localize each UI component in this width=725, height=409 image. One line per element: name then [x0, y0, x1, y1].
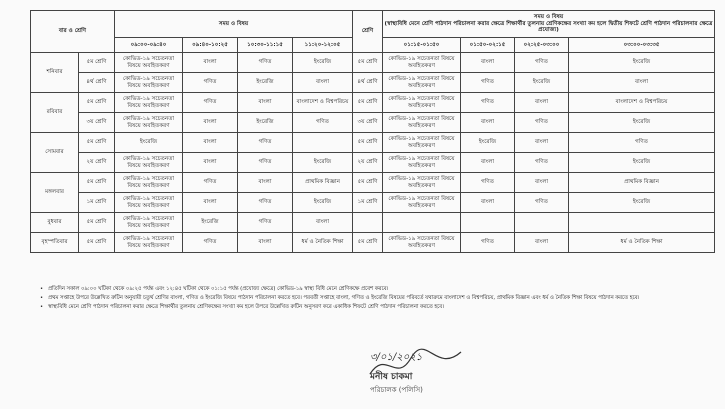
time-slot: ০১:৫০-০২:১৫ — [461, 38, 515, 53]
table-row — [31, 233, 715, 253]
time-slot: ০৯:০০-০৯:৪০ — [115, 38, 183, 53]
notes-list — [40, 285, 710, 312]
subject-cell: গণিত — [569, 133, 715, 153]
time-slot: ০২:২৫-০৩:০০ — [515, 38, 569, 53]
class-cell — [353, 213, 383, 233]
time-slot: ১১:২০-১২:০৫ — [293, 38, 353, 53]
subject-cell: ইংরেজি — [461, 133, 515, 153]
subject-cell: বাংলা — [461, 53, 515, 73]
subject-cell: গণিত — [183, 233, 238, 253]
time-slot: ০১:১৫-০১:৫০ — [383, 38, 461, 53]
signature-block — [370, 350, 490, 396]
day-cell: বুধবার — [31, 213, 79, 233]
subject-cell: গণিত — [461, 73, 515, 93]
subject-cell: গণিত — [183, 93, 238, 113]
subject-cell: বাংলা — [238, 93, 293, 113]
subject-cell: গণিত — [515, 193, 569, 213]
subject-cell: কোভিড-১৯ সচেতনতা বিষয়ে অবহিতকরণ — [383, 113, 461, 133]
subject-cell: বাংলা — [515, 173, 569, 193]
header-time-subject-2: সময় ও বিষয় — [533, 14, 564, 21]
subject-cell: ইংরেজি — [115, 133, 183, 153]
table-row — [31, 133, 715, 153]
subject-cell: বাংলা — [515, 133, 569, 153]
subject-cell: বাংলা — [293, 73, 353, 93]
table-row — [31, 53, 715, 73]
table-row — [31, 193, 715, 213]
subject-cell: গণিত — [461, 93, 515, 113]
time-slot: ০৩:০০-০৩:৩৫ — [569, 38, 715, 53]
subject-cell: ধর্ম ও নৈতিক শিক্ষা — [569, 233, 715, 253]
subject-cell: বাংলা — [238, 233, 293, 253]
subject-cell: বাংলা — [183, 153, 238, 173]
subject-cell: বাংলা — [461, 113, 515, 133]
subject-cell: ধর্ম ও নৈতিক শিক্ষা — [293, 233, 353, 253]
time-slot: ০৯:৪০-১০:২৫ — [183, 38, 238, 53]
class-cell: ১ম শ্রেণি — [79, 193, 115, 213]
subject-cell: বাংলা — [183, 133, 238, 153]
subject-cell: কোভিড-১৯ সচেতনতা বিষয়ে অবহিতকরণ — [115, 193, 183, 213]
subject-cell: ইংরেজি — [293, 53, 353, 73]
subject-cell: বাংলা — [238, 173, 293, 193]
note-item: • প্রতিদিন সকাল ০৯:০০ ঘটিকা থেকে ০৯:২৫ পর্যন্ত এবং ১২:৪৫ ঘটিকা থেকে ০১:১৫ পর্যন্ত (প্রযোজ্য ক্ষেত্রে) কোভিড-১৯ স্বাস্থ্য বিধি মেনে শ্রেণিকক্ষে প্রবেশ করবে। — [40, 285, 710, 294]
class-cell: ৩য় শ্রেণি — [79, 113, 115, 133]
day-cell: মঙ্গলবার — [31, 173, 79, 213]
subject-cell: কোভিড-১৯ সচেতনতা বিষয়ে অবহিতকরণ — [383, 133, 461, 153]
subject-cell: প্রাথমিক বিজ্ঞান — [569, 173, 715, 193]
subject-cell: গণিত — [238, 53, 293, 73]
subject-cell: কোভিড-১৯ সচেতনতা বিষয়ে অবহিতকরণ — [115, 233, 183, 253]
subject-cell: গণিত — [183, 73, 238, 93]
subject-cell: গণিত — [238, 213, 293, 233]
class-cell: ৪র্থ শ্রেণি — [353, 73, 383, 93]
subject-cell: কোভিড-১৯ সচেতনতা বিষয়ে অবহিতকরণ — [115, 113, 183, 133]
header-class: শ্রেণি — [353, 11, 383, 53]
class-cell: ৫ম শ্রেণি — [79, 173, 115, 193]
signatory-name: মনীষ চাকমা — [370, 372, 413, 382]
note-item: • স্বাস্থ্যবিধি মেনে শ্রেণি পাঠদান পরিচালনা করার ক্ষেত্রে শিক্ষার্থীর তুলনায় শ্রেণিকক্ষের সংখ্যা কম হলে উপরে উল্লেখিত রুটিন অনুসরণ করে একাধিক শিফটে শ্রেণি পাঠদান পরিচালনা করতে হবে। — [40, 303, 710, 312]
table-row — [31, 93, 715, 113]
subject-cell: ইংরেজি — [569, 153, 715, 173]
header-time-subject: সময় ও বিষয় — [115, 11, 353, 38]
day-cell: বৃহস্পতিবার — [31, 233, 79, 253]
signature-date: ৩/০১/২০২১ — [370, 352, 423, 363]
subject-cell: বাংলা — [183, 193, 238, 213]
table-row — [31, 153, 715, 173]
subject-cell: ইংরেজি — [293, 193, 353, 213]
subject-cell — [293, 133, 353, 153]
subject-cell: গণিত — [515, 53, 569, 73]
class-cell: ১ম শ্রেণি — [353, 193, 383, 213]
subject-cell: গণিত — [461, 233, 515, 253]
subject-cell: গণিত — [183, 173, 238, 193]
subject-cell: গণিত — [238, 133, 293, 153]
header-shift-note: (স্বাস্থ্যবিধি মেনে শ্রেণি পাঠদান পরিচালনা করার ক্ষেত্রে শিক্ষার্থীর তুলনায় শ্রেণিকক্ষের সংখ্যা কম হলে দ্বিতীয় শিফটে শ্রেণি পাঠদান পরিচালনার ক্ষেত্রে প্রযোজ্য) — [384, 20, 713, 34]
subject-cell: প্রাথমিক বিজ্ঞান — [293, 173, 353, 193]
subject-cell: বাংলা — [461, 193, 515, 213]
day-cell: রবিবার — [31, 93, 79, 133]
subject-cell: কোভিড-১৯ সচেতনতা বিষয়ে অবহিতকরণ — [383, 53, 461, 73]
subject-cell: কোভিড-১৯ সচেতনতা বিষয়ে অবহিতকরণ — [383, 73, 461, 93]
subject-cell: কোভিড-১৯ সচেতনতা বিষয়ে অবহিতকরণ — [115, 173, 183, 193]
signature-scribble — [366, 344, 466, 384]
class-cell: ২য় শ্রেণি — [353, 153, 383, 173]
header-time-subject-shift-2 — [383, 11, 715, 38]
subject-cell: কোভিড-১৯ সচেতনতা বিষয়ে অবহিতকরণ — [115, 93, 183, 113]
subject-cell: কোভিড-১৯ সচেতনতা বিষয়ে অবহিতকরণ — [383, 153, 461, 173]
subject-cell: ইংরেজি — [238, 73, 293, 93]
subject-cell — [461, 213, 515, 233]
subject-cell: কোভিড-১৯ সচেতনতা বিষয়ে অবহিতকরণ — [383, 93, 461, 113]
subject-cell: বাংলা — [183, 113, 238, 133]
subject-cell: বাংলা — [293, 213, 353, 233]
subject-cell — [569, 213, 715, 233]
subject-cell: কোভিড-১৯ সচেতনতা বিষয়ে অবহিতকরণ — [115, 213, 183, 233]
subject-cell: ইংরেজি — [569, 53, 715, 73]
subject-cell: গণিত — [515, 113, 569, 133]
class-cell: ৫ম শ্রেণি — [353, 133, 383, 153]
subject-cell: গণিত — [515, 153, 569, 173]
class-cell: ৫ম শ্রেণি — [79, 133, 115, 153]
subject-cell: বাংলা — [515, 93, 569, 113]
header-day-class: বার ও শ্রেণি — [31, 11, 115, 53]
class-cell: ৫ম শ্রেণি — [79, 213, 115, 233]
table-row — [31, 73, 715, 93]
table-row — [31, 173, 715, 193]
subject-cell: বাংলা — [183, 53, 238, 73]
subject-cell: ইংরেজি — [293, 153, 353, 173]
subject-cell: গণিত — [461, 173, 515, 193]
note-item: • প্রথম সপ্তাহে উপরে উল্লেখিত রুটিন অনুযায়ী চতুর্থ শ্রেণির বাংলা, গণিত ও ইংরেজি বিষয়ে পাঠদান পরিচালনা করতে হবে। পরবর্তী সপ্তাহে বাংলা, গণিত ও ইংরেজি বিষয়ের পরিবর্তে যথাক্রমে বাংলাদেশ ও বিশ্বপরিচয়, প্রাথমিক বিজ্ঞান এবং ধর্ম ও নৈতিক শিক্ষা বিষয়ে পাঠদান করতে হবে। — [40, 294, 710, 303]
signatory-designation: পরিচালক (পলিসি) — [370, 386, 423, 394]
subject-cell: ইংরেজি — [183, 213, 238, 233]
class-cell: ৫ম শ্রেণি — [353, 93, 383, 113]
class-cell: ৫ম শ্রেণি — [79, 93, 115, 113]
subject-cell: কোভিড-১৯ সচেতনতা বিষয়ে অবহিতকরণ — [383, 193, 461, 213]
class-cell: ৫ম শ্রেণি — [79, 53, 115, 73]
class-cell: ৪র্থ শ্রেণি — [79, 73, 115, 93]
subject-cell: কোভিড-১৯ সচেতনতা বিষয়ে অবহিতকরণ — [383, 233, 461, 253]
day-cell: সোমবার — [31, 133, 79, 173]
subject-cell: বাংলা — [569, 73, 715, 93]
subject-cell: বাংলা — [515, 233, 569, 253]
time-slot: ১০:৩০-১১:১৫ — [238, 38, 293, 53]
class-routine-table — [30, 10, 715, 253]
subject-cell: গণিত — [238, 193, 293, 213]
subject-cell: ইংরেজি — [569, 193, 715, 213]
subject-cell: কোভিড-১৯ সচেতনতা বিষয়ে অবহিতকরণ — [115, 53, 183, 73]
subject-cell: বাংলা — [461, 153, 515, 173]
table-row — [31, 113, 715, 133]
class-cell: ৫ম শ্রেণি — [353, 53, 383, 73]
subject-cell: কোভিড-১৯ সচেতনতা বিষয়ে অবহিতকরণ — [115, 73, 183, 93]
subject-cell — [383, 213, 461, 233]
class-cell: ৫ম শ্রেণি — [353, 233, 383, 253]
subject-cell: ইংরেজি — [238, 113, 293, 133]
subject-cell: ইংরেজি — [515, 73, 569, 93]
class-cell: ৫ম শ্রেণি — [79, 233, 115, 253]
subject-cell: কোভিড-১৯ সচেতনতা বিষয়ে অবহিতকরণ — [115, 153, 183, 173]
subject-cell: কোভিড-১৯ সচেতনতা বিষয়ে অবহিতকরণ — [383, 173, 461, 193]
class-cell: ৩য় শ্রেণি — [353, 113, 383, 133]
class-cell: ৫ম শ্রেণি — [353, 173, 383, 193]
subject-cell: ইংরেজি — [569, 113, 715, 133]
day-cell: শনিবার — [31, 53, 79, 93]
subject-cell: গণিত — [293, 113, 353, 133]
table-row — [31, 213, 715, 233]
subject-cell: গণিত — [238, 153, 293, 173]
class-cell: ২য় শ্রেণি — [79, 153, 115, 173]
subject-cell — [515, 213, 569, 233]
subject-cell: বাংলাদেশ ও বিশ্বপরিচয় — [293, 93, 353, 113]
subject-cell: বাংলাদেশ ও বিশ্বপরিচয় — [569, 93, 715, 113]
